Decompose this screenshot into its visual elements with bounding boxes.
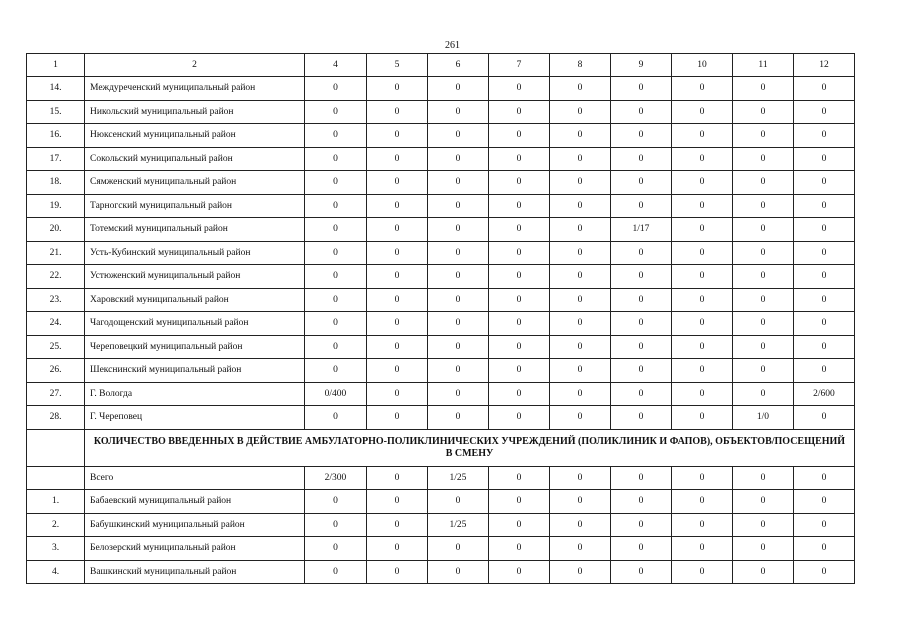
value-cell: 0 bbox=[794, 406, 855, 430]
value-cell: 0 bbox=[672, 466, 733, 490]
row-number-cell: 28. bbox=[27, 406, 85, 430]
value-cell: 0 bbox=[672, 513, 733, 537]
value-cell: 0 bbox=[733, 77, 794, 101]
value-cell: 0 bbox=[550, 147, 611, 171]
value-cell: 0 bbox=[672, 560, 733, 584]
row-name-cell: Череповецкий муниципальный район bbox=[85, 335, 305, 359]
value-cell: 0 bbox=[489, 335, 550, 359]
value-cell: 0 bbox=[733, 560, 794, 584]
column-header: 6 bbox=[428, 54, 489, 77]
value-cell: 0 bbox=[428, 77, 489, 101]
value-cell: 0 bbox=[367, 382, 428, 406]
value-cell: 0 bbox=[367, 335, 428, 359]
value-cell: 0 bbox=[489, 288, 550, 312]
table-row bbox=[27, 537, 855, 561]
row-name-cell: Бабушкинский муниципальный район bbox=[85, 513, 305, 537]
value-cell: 0 bbox=[733, 490, 794, 514]
value-cell: 0 bbox=[794, 312, 855, 336]
value-cell: 0 bbox=[550, 288, 611, 312]
value-cell: 0 bbox=[367, 241, 428, 265]
value-cell: 0 bbox=[550, 194, 611, 218]
row-name-cell: Сямженский муниципальный район bbox=[85, 171, 305, 195]
row-number-cell: 15. bbox=[27, 100, 85, 124]
value-cell: 0 bbox=[489, 466, 550, 490]
value-cell: 0 bbox=[428, 265, 489, 289]
value-cell: 0 bbox=[672, 537, 733, 561]
value-cell: 0 bbox=[611, 171, 672, 195]
table-row bbox=[27, 171, 855, 195]
value-cell: 0 bbox=[428, 288, 489, 312]
value-cell: 0 bbox=[733, 124, 794, 148]
value-cell: 0 bbox=[489, 241, 550, 265]
value-cell: 0 bbox=[367, 194, 428, 218]
value-cell: 0 bbox=[305, 312, 367, 336]
value-cell: 0 bbox=[611, 466, 672, 490]
value-cell: 0 bbox=[305, 288, 367, 312]
row-name-cell: Тотемский муниципальный район bbox=[85, 218, 305, 242]
row-name-cell: Бабаевский муниципальный район bbox=[85, 490, 305, 514]
value-cell: 0 bbox=[305, 218, 367, 242]
value-cell: 0 bbox=[367, 288, 428, 312]
row-number-cell: 23. bbox=[27, 288, 85, 312]
value-cell: 0 bbox=[305, 194, 367, 218]
value-cell: 0 bbox=[611, 147, 672, 171]
table-row bbox=[27, 77, 855, 101]
value-cell: 0 bbox=[305, 513, 367, 537]
value-cell: 0 bbox=[611, 77, 672, 101]
value-cell: 0 bbox=[672, 406, 733, 430]
table-row bbox=[27, 466, 855, 490]
value-cell: 0 bbox=[428, 147, 489, 171]
value-cell: 0 bbox=[428, 100, 489, 124]
value-cell: 1/0 bbox=[733, 406, 794, 430]
table-row bbox=[27, 406, 855, 430]
value-cell: 0 bbox=[611, 359, 672, 383]
value-cell: 0 bbox=[611, 382, 672, 406]
value-cell: 0 bbox=[428, 382, 489, 406]
value-cell: 0 bbox=[611, 406, 672, 430]
table-row bbox=[27, 100, 855, 124]
value-cell: 0 bbox=[489, 147, 550, 171]
row-name-cell: Белозерский муниципальный район bbox=[85, 537, 305, 561]
row-name-cell: Чагодощенский муниципальный район bbox=[85, 312, 305, 336]
column-header: 11 bbox=[733, 54, 794, 77]
value-cell: 0 bbox=[672, 77, 733, 101]
row-name-cell: Междуреченский муниципальный район bbox=[85, 77, 305, 101]
value-cell: 0 bbox=[550, 241, 611, 265]
value-cell: 0 bbox=[733, 171, 794, 195]
value-cell: 0 bbox=[794, 466, 855, 490]
value-cell: 0 bbox=[428, 560, 489, 584]
value-cell: 0 bbox=[489, 124, 550, 148]
value-cell: 0 bbox=[672, 490, 733, 514]
row-number-cell: 14. bbox=[27, 77, 85, 101]
value-cell: 0 bbox=[305, 241, 367, 265]
value-cell: 0 bbox=[611, 312, 672, 336]
value-cell: 0 bbox=[794, 77, 855, 101]
value-cell: 0 bbox=[489, 406, 550, 430]
value-cell: 0 bbox=[611, 124, 672, 148]
value-cell: 0 bbox=[794, 335, 855, 359]
value-cell: 0 bbox=[733, 147, 794, 171]
value-cell: 0 bbox=[428, 537, 489, 561]
value-cell: 0 bbox=[733, 218, 794, 242]
value-cell: 0 bbox=[550, 265, 611, 289]
value-cell: 2/300 bbox=[305, 466, 367, 490]
value-cell: 0 bbox=[733, 288, 794, 312]
value-cell: 0 bbox=[794, 100, 855, 124]
table-row bbox=[27, 560, 855, 584]
column-header: 8 bbox=[550, 54, 611, 77]
row-name-cell: Шекснинский муниципальный район bbox=[85, 359, 305, 383]
table-row bbox=[27, 147, 855, 171]
column-header: 10 bbox=[672, 54, 733, 77]
row-name-cell: Нюксенский муниципальный район bbox=[85, 124, 305, 148]
row-name-cell: Г. Череповец bbox=[85, 406, 305, 430]
value-cell: 0 bbox=[794, 490, 855, 514]
value-cell: 0 bbox=[733, 537, 794, 561]
row-name-cell: Харовский муниципальный район bbox=[85, 288, 305, 312]
value-cell: 0 bbox=[550, 100, 611, 124]
column-header: 5 bbox=[367, 54, 428, 77]
value-cell: 0 bbox=[428, 490, 489, 514]
value-cell: 0 bbox=[550, 218, 611, 242]
value-cell: 0/400 bbox=[305, 382, 367, 406]
value-cell: 0 bbox=[428, 241, 489, 265]
value-cell: 0 bbox=[733, 194, 794, 218]
value-cell: 0 bbox=[367, 560, 428, 584]
value-cell: 0 bbox=[489, 490, 550, 514]
value-cell: 0 bbox=[428, 171, 489, 195]
value-cell: 0 bbox=[489, 312, 550, 336]
value-cell: 0 bbox=[733, 312, 794, 336]
value-cell: 0 bbox=[305, 77, 367, 101]
value-cell: 0 bbox=[305, 490, 367, 514]
row-number-cell: 1. bbox=[27, 490, 85, 514]
value-cell: 0 bbox=[794, 288, 855, 312]
value-cell: 0 bbox=[672, 147, 733, 171]
value-cell: 0 bbox=[367, 406, 428, 430]
row-name-cell: Устюженский муниципальный район bbox=[85, 265, 305, 289]
value-cell: 0 bbox=[611, 537, 672, 561]
value-cell: 0 bbox=[672, 194, 733, 218]
row-name-cell: Г. Вологда bbox=[85, 382, 305, 406]
value-cell: 0 bbox=[367, 490, 428, 514]
value-cell: 0 bbox=[672, 218, 733, 242]
row-number-cell: 22. bbox=[27, 265, 85, 289]
value-cell: 0 bbox=[733, 335, 794, 359]
value-cell: 0 bbox=[367, 312, 428, 336]
table-row bbox=[27, 194, 855, 218]
value-cell: 0 bbox=[733, 265, 794, 289]
value-cell: 0 bbox=[611, 194, 672, 218]
value-cell: 1/17 bbox=[611, 218, 672, 242]
value-cell: 0 bbox=[489, 560, 550, 584]
value-cell: 0 bbox=[611, 335, 672, 359]
value-cell: 0 bbox=[550, 77, 611, 101]
table-row bbox=[27, 218, 855, 242]
value-cell: 0 bbox=[367, 218, 428, 242]
value-cell: 0 bbox=[611, 100, 672, 124]
value-cell: 0 bbox=[550, 312, 611, 336]
table-row bbox=[27, 265, 855, 289]
value-cell: 0 bbox=[672, 382, 733, 406]
row-number-cell: 27. bbox=[27, 382, 85, 406]
value-cell: 0 bbox=[733, 382, 794, 406]
table-row bbox=[27, 312, 855, 336]
table-row bbox=[27, 241, 855, 265]
value-cell: 0 bbox=[794, 265, 855, 289]
row-number-cell: 19. bbox=[27, 194, 85, 218]
section-empty-cell bbox=[27, 429, 85, 466]
value-cell: 0 bbox=[611, 513, 672, 537]
row-name-cell: Всего bbox=[85, 466, 305, 490]
value-cell: 0 bbox=[428, 406, 489, 430]
value-cell: 0 bbox=[550, 406, 611, 430]
column-header: 7 bbox=[489, 54, 550, 77]
value-cell: 0 bbox=[305, 560, 367, 584]
value-cell: 0 bbox=[367, 171, 428, 195]
value-cell: 0 bbox=[611, 265, 672, 289]
value-cell: 0 bbox=[550, 560, 611, 584]
table-row bbox=[27, 288, 855, 312]
value-cell: 0 bbox=[672, 265, 733, 289]
row-number-cell: 2. bbox=[27, 513, 85, 537]
row-name-cell: Сокольский муниципальный район bbox=[85, 147, 305, 171]
value-cell: 2/600 bbox=[794, 382, 855, 406]
value-cell: 0 bbox=[428, 218, 489, 242]
column-header: 4 bbox=[305, 54, 367, 77]
value-cell: 0 bbox=[305, 335, 367, 359]
value-cell: 0 bbox=[672, 312, 733, 336]
value-cell: 0 bbox=[733, 241, 794, 265]
table-row bbox=[27, 490, 855, 514]
row-number-cell: 20. bbox=[27, 218, 85, 242]
table-row bbox=[27, 359, 855, 383]
row-number-cell: 26. bbox=[27, 359, 85, 383]
value-cell: 0 bbox=[794, 513, 855, 537]
value-cell: 0 bbox=[550, 537, 611, 561]
row-number-cell: 17. bbox=[27, 147, 85, 171]
value-cell: 0 bbox=[794, 241, 855, 265]
value-cell: 0 bbox=[794, 218, 855, 242]
value-cell: 0 bbox=[611, 288, 672, 312]
section-row bbox=[27, 429, 855, 466]
value-cell: 0 bbox=[305, 100, 367, 124]
column-header: 12 bbox=[794, 54, 855, 77]
value-cell: 0 bbox=[367, 77, 428, 101]
value-cell: 0 bbox=[367, 100, 428, 124]
value-cell: 0 bbox=[733, 100, 794, 124]
table-row bbox=[27, 124, 855, 148]
value-cell: 0 bbox=[672, 288, 733, 312]
value-cell: 0 bbox=[489, 218, 550, 242]
column-header: 2 bbox=[85, 54, 305, 77]
value-cell: 0 bbox=[672, 359, 733, 383]
value-cell: 0 bbox=[489, 171, 550, 195]
table-body bbox=[27, 54, 855, 584]
row-number-cell: 3. bbox=[27, 537, 85, 561]
row-number-cell: 21. bbox=[27, 241, 85, 265]
table-row bbox=[27, 382, 855, 406]
section-title: КОЛИЧЕСТВО ВВЕДЕННЫХ В ДЕЙСТВИЕ АМБУЛАТОРНО-ПОЛИКЛИНИЧЕСКИХ УЧРЕЖДЕНИЙ (ПОЛИКЛИНИК И ФАПОВ), ОБЪЕКТОВ/ПОСЕЩЕНИЙ В СМЕНУ bbox=[85, 429, 855, 466]
value-cell: 0 bbox=[367, 537, 428, 561]
value-cell: 0 bbox=[489, 265, 550, 289]
value-cell: 0 bbox=[672, 335, 733, 359]
row-number-cell: 4. bbox=[27, 560, 85, 584]
value-cell: 0 bbox=[733, 359, 794, 383]
value-cell: 0 bbox=[305, 171, 367, 195]
table-row bbox=[27, 335, 855, 359]
row-number-cell: 18. bbox=[27, 171, 85, 195]
value-cell: 0 bbox=[305, 147, 367, 171]
row-number-cell: 24. bbox=[27, 312, 85, 336]
value-cell: 0 bbox=[550, 513, 611, 537]
row-name-cell: Никольский муниципальный район bbox=[85, 100, 305, 124]
value-cell: 0 bbox=[489, 382, 550, 406]
value-cell: 0 bbox=[428, 312, 489, 336]
value-cell: 0 bbox=[794, 359, 855, 383]
value-cell: 0 bbox=[550, 382, 611, 406]
value-cell: 0 bbox=[428, 194, 489, 218]
value-cell: 0 bbox=[367, 466, 428, 490]
value-cell: 0 bbox=[367, 513, 428, 537]
page-number: 261 bbox=[445, 40, 460, 51]
row-number-cell bbox=[27, 466, 85, 490]
table-header-row bbox=[27, 54, 855, 77]
value-cell: 0 bbox=[550, 466, 611, 490]
value-cell: 0 bbox=[489, 77, 550, 101]
value-cell: 0 bbox=[367, 124, 428, 148]
value-cell: 0 bbox=[367, 359, 428, 383]
value-cell: 0 bbox=[367, 265, 428, 289]
value-cell: 0 bbox=[489, 537, 550, 561]
value-cell: 0 bbox=[794, 537, 855, 561]
value-cell: 1/25 bbox=[428, 466, 489, 490]
value-cell: 0 bbox=[305, 265, 367, 289]
value-cell: 0 bbox=[733, 513, 794, 537]
value-cell: 0 bbox=[672, 100, 733, 124]
value-cell: 0 bbox=[489, 359, 550, 383]
value-cell: 0 bbox=[672, 241, 733, 265]
value-cell: 0 bbox=[733, 466, 794, 490]
value-cell: 1/25 bbox=[428, 513, 489, 537]
column-header: 9 bbox=[611, 54, 672, 77]
value-cell: 0 bbox=[367, 147, 428, 171]
column-header: 1 bbox=[27, 54, 85, 77]
value-cell: 0 bbox=[794, 560, 855, 584]
value-cell: 0 bbox=[305, 537, 367, 561]
value-cell: 0 bbox=[428, 359, 489, 383]
value-cell: 0 bbox=[550, 124, 611, 148]
row-number-cell: 25. bbox=[27, 335, 85, 359]
value-cell: 0 bbox=[611, 241, 672, 265]
value-cell: 0 bbox=[489, 100, 550, 124]
value-cell: 0 bbox=[550, 171, 611, 195]
row-name-cell: Вашкинский муниципальный район bbox=[85, 560, 305, 584]
value-cell: 0 bbox=[794, 171, 855, 195]
value-cell: 0 bbox=[550, 490, 611, 514]
value-cell: 0 bbox=[550, 359, 611, 383]
row-name-cell: Усть-Кубинский муниципальный район bbox=[85, 241, 305, 265]
value-cell: 0 bbox=[489, 194, 550, 218]
value-cell: 0 bbox=[305, 359, 367, 383]
value-cell: 0 bbox=[794, 147, 855, 171]
value-cell: 0 bbox=[611, 490, 672, 514]
value-cell: 0 bbox=[305, 406, 367, 430]
value-cell: 0 bbox=[672, 124, 733, 148]
value-cell: 0 bbox=[305, 124, 367, 148]
value-cell: 0 bbox=[611, 560, 672, 584]
table-row bbox=[27, 513, 855, 537]
value-cell: 0 bbox=[794, 194, 855, 218]
data-table bbox=[26, 53, 855, 584]
row-number-cell: 16. bbox=[27, 124, 85, 148]
row-name-cell: Тарногский муниципальный район bbox=[85, 194, 305, 218]
value-cell: 0 bbox=[794, 124, 855, 148]
value-cell: 0 bbox=[489, 513, 550, 537]
value-cell: 0 bbox=[672, 171, 733, 195]
value-cell: 0 bbox=[428, 124, 489, 148]
value-cell: 0 bbox=[428, 335, 489, 359]
value-cell: 0 bbox=[550, 335, 611, 359]
